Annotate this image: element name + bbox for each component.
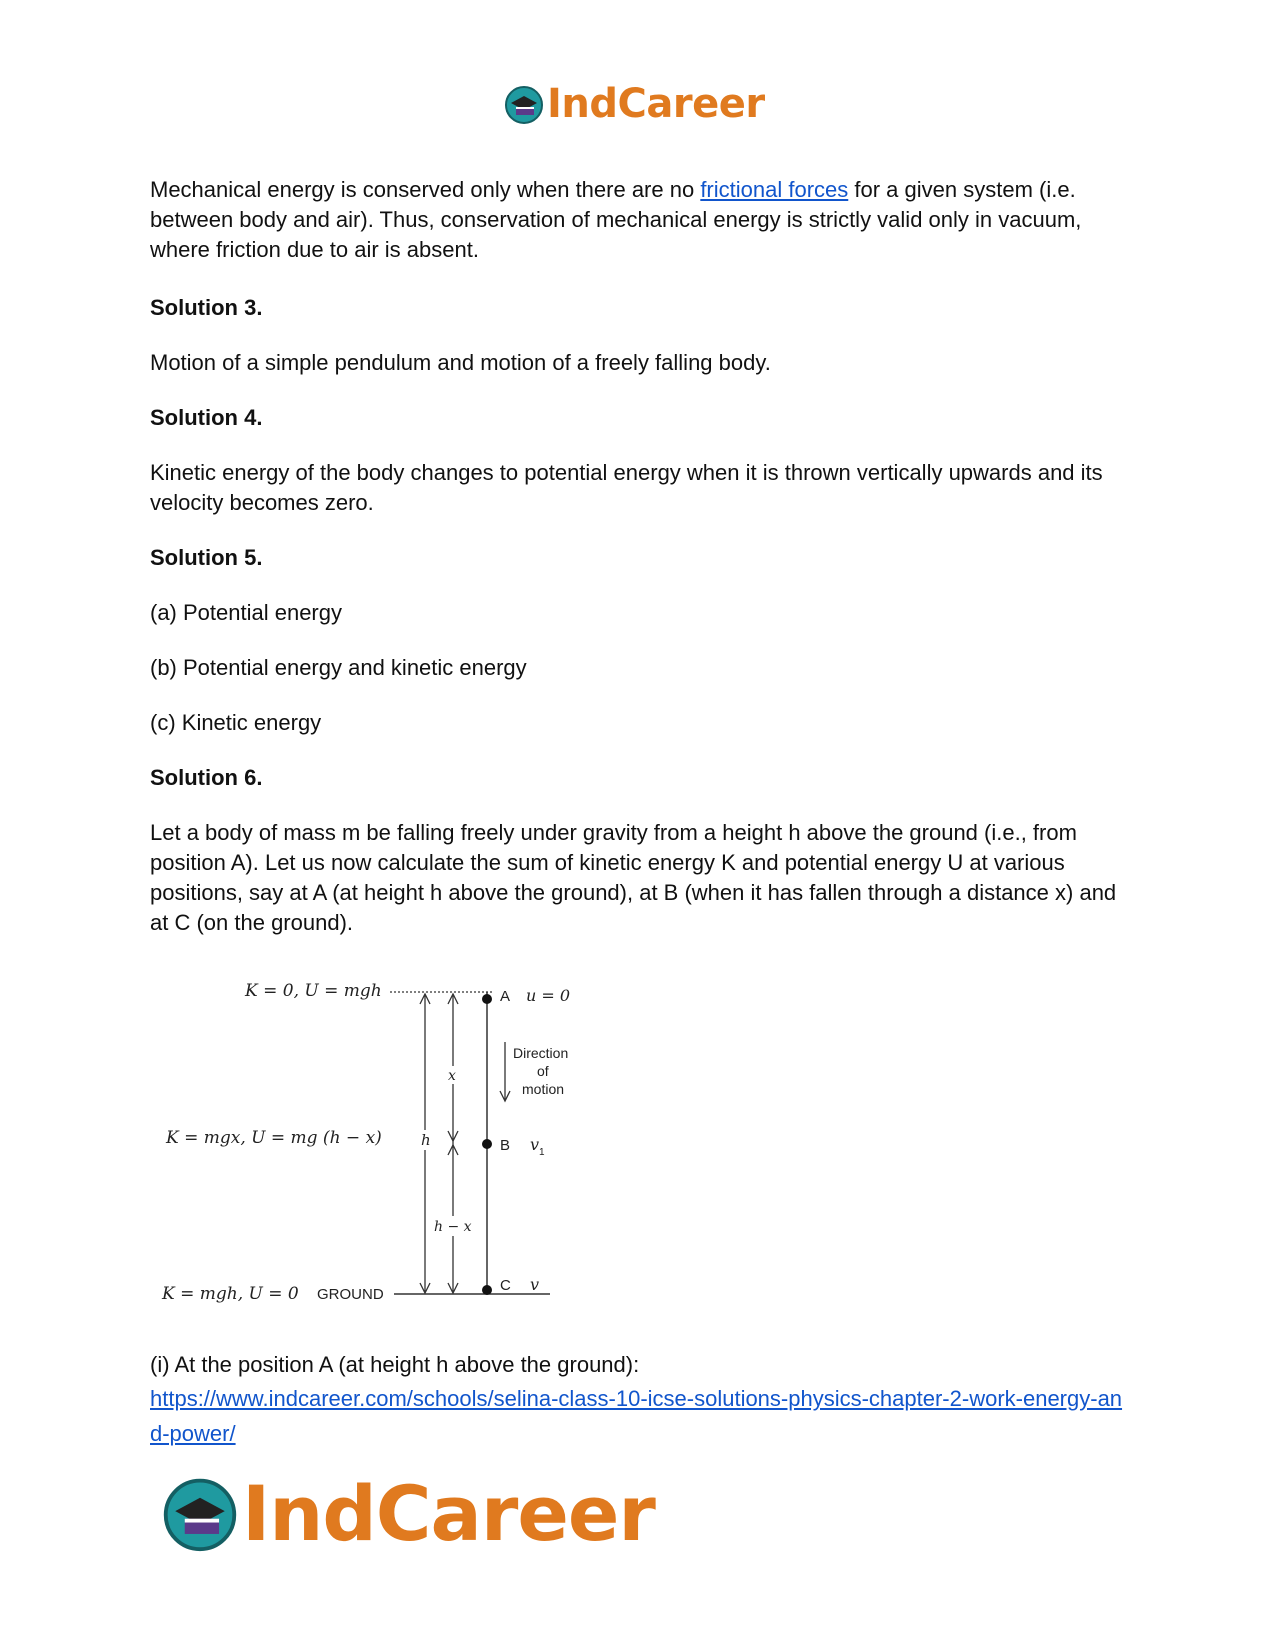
x-label: x — [448, 1068, 456, 1084]
intro-text-end: for a given system (i.e. between body and air). Thus, conservation of mechanical energy is strictly valid only in vacuum, where friction due to air is absent. — [150, 177, 1082, 262]
label-a-energies: K = 0, U = mgh — [245, 981, 382, 1001]
source-url-link[interactable]: https://www.indcareer.com/schools/selina-class-10-icse-solutions-physics-chapter-2-work-energy-and-power/ — [150, 1386, 1123, 1446]
point-a-dot — [482, 994, 492, 1004]
globe-graduation-icon — [503, 83, 545, 125]
solution-4-text: Kinetic energy of the body changes to potential energy when it is thrown vertically upwards and its velocity becomes zero. — [150, 460, 1103, 515]
globe-graduation-icon — [160, 1473, 240, 1553]
solution-5-c: (c) Kinetic energy — [150, 710, 322, 735]
part-i-text: (i) At the position A (at height h above the ground): — [150, 1352, 640, 1377]
solution-5-heading: Solution 5. — [150, 545, 263, 570]
paragraph-intro — [150, 175, 1130, 265]
solution-3-heading: Solution 3. — [150, 295, 263, 320]
direction-text-line1: Direction — [513, 1045, 569, 1061]
solution-6-text: Let a body of mass m be falling freely under gravity from a height h above the ground (i.e., from position A). Let us now calculate the sum of kinetic energy K and potential energy U at various positions, say at A (at height h above the ground), at B (when it has fallen through a distance x) and at C (on the ground). — [150, 820, 1117, 935]
v1-label: $v_1$ — [530, 1135, 545, 1158]
direction-text-line3: motion — [522, 1081, 565, 1097]
ground-label: GROUND — [317, 1286, 384, 1303]
footer-logo — [160, 1470, 655, 1556]
point-b-dot — [482, 1139, 492, 1149]
header-logo — [503, 80, 765, 128]
v-label: v — [530, 1275, 540, 1294]
label-c-energies: K = mgh, U = 0 — [162, 1284, 299, 1304]
logo-text: IndCareer — [242, 1468, 655, 1558]
point-c-dot — [482, 1285, 492, 1295]
point-a-label: A — [500, 988, 511, 1005]
solution-5-b: (b) Potential energy and kinetic energy — [150, 655, 527, 680]
solution-5-a: (a) Potential energy — [150, 600, 342, 625]
u-equals-zero-label: u = 0 — [526, 986, 571, 1005]
solution-6-heading: Solution 6. — [150, 765, 263, 790]
free-fall-diagram — [150, 970, 610, 1320]
label-b-energies: K = mgx, U = mg (h − x) — [166, 1128, 382, 1148]
point-c-label: C — [500, 1277, 511, 1294]
direction-text-line2: of — [537, 1063, 549, 1079]
logo-text: IndCareer — [547, 81, 765, 127]
point-b-label: B — [500, 1137, 511, 1154]
solution-4-heading: Solution 4. — [150, 405, 263, 430]
h-label: h — [421, 1131, 431, 1149]
frictional-forces-link[interactable]: frictional forces — [700, 177, 849, 202]
h-minus-x-label: h − x — [434, 1219, 472, 1235]
solution-3-text: Motion of a simple pendulum and motion of a freely falling body. — [150, 350, 771, 375]
intro-text-start: Mechanical energy is conserved only when there are no — [150, 177, 701, 202]
